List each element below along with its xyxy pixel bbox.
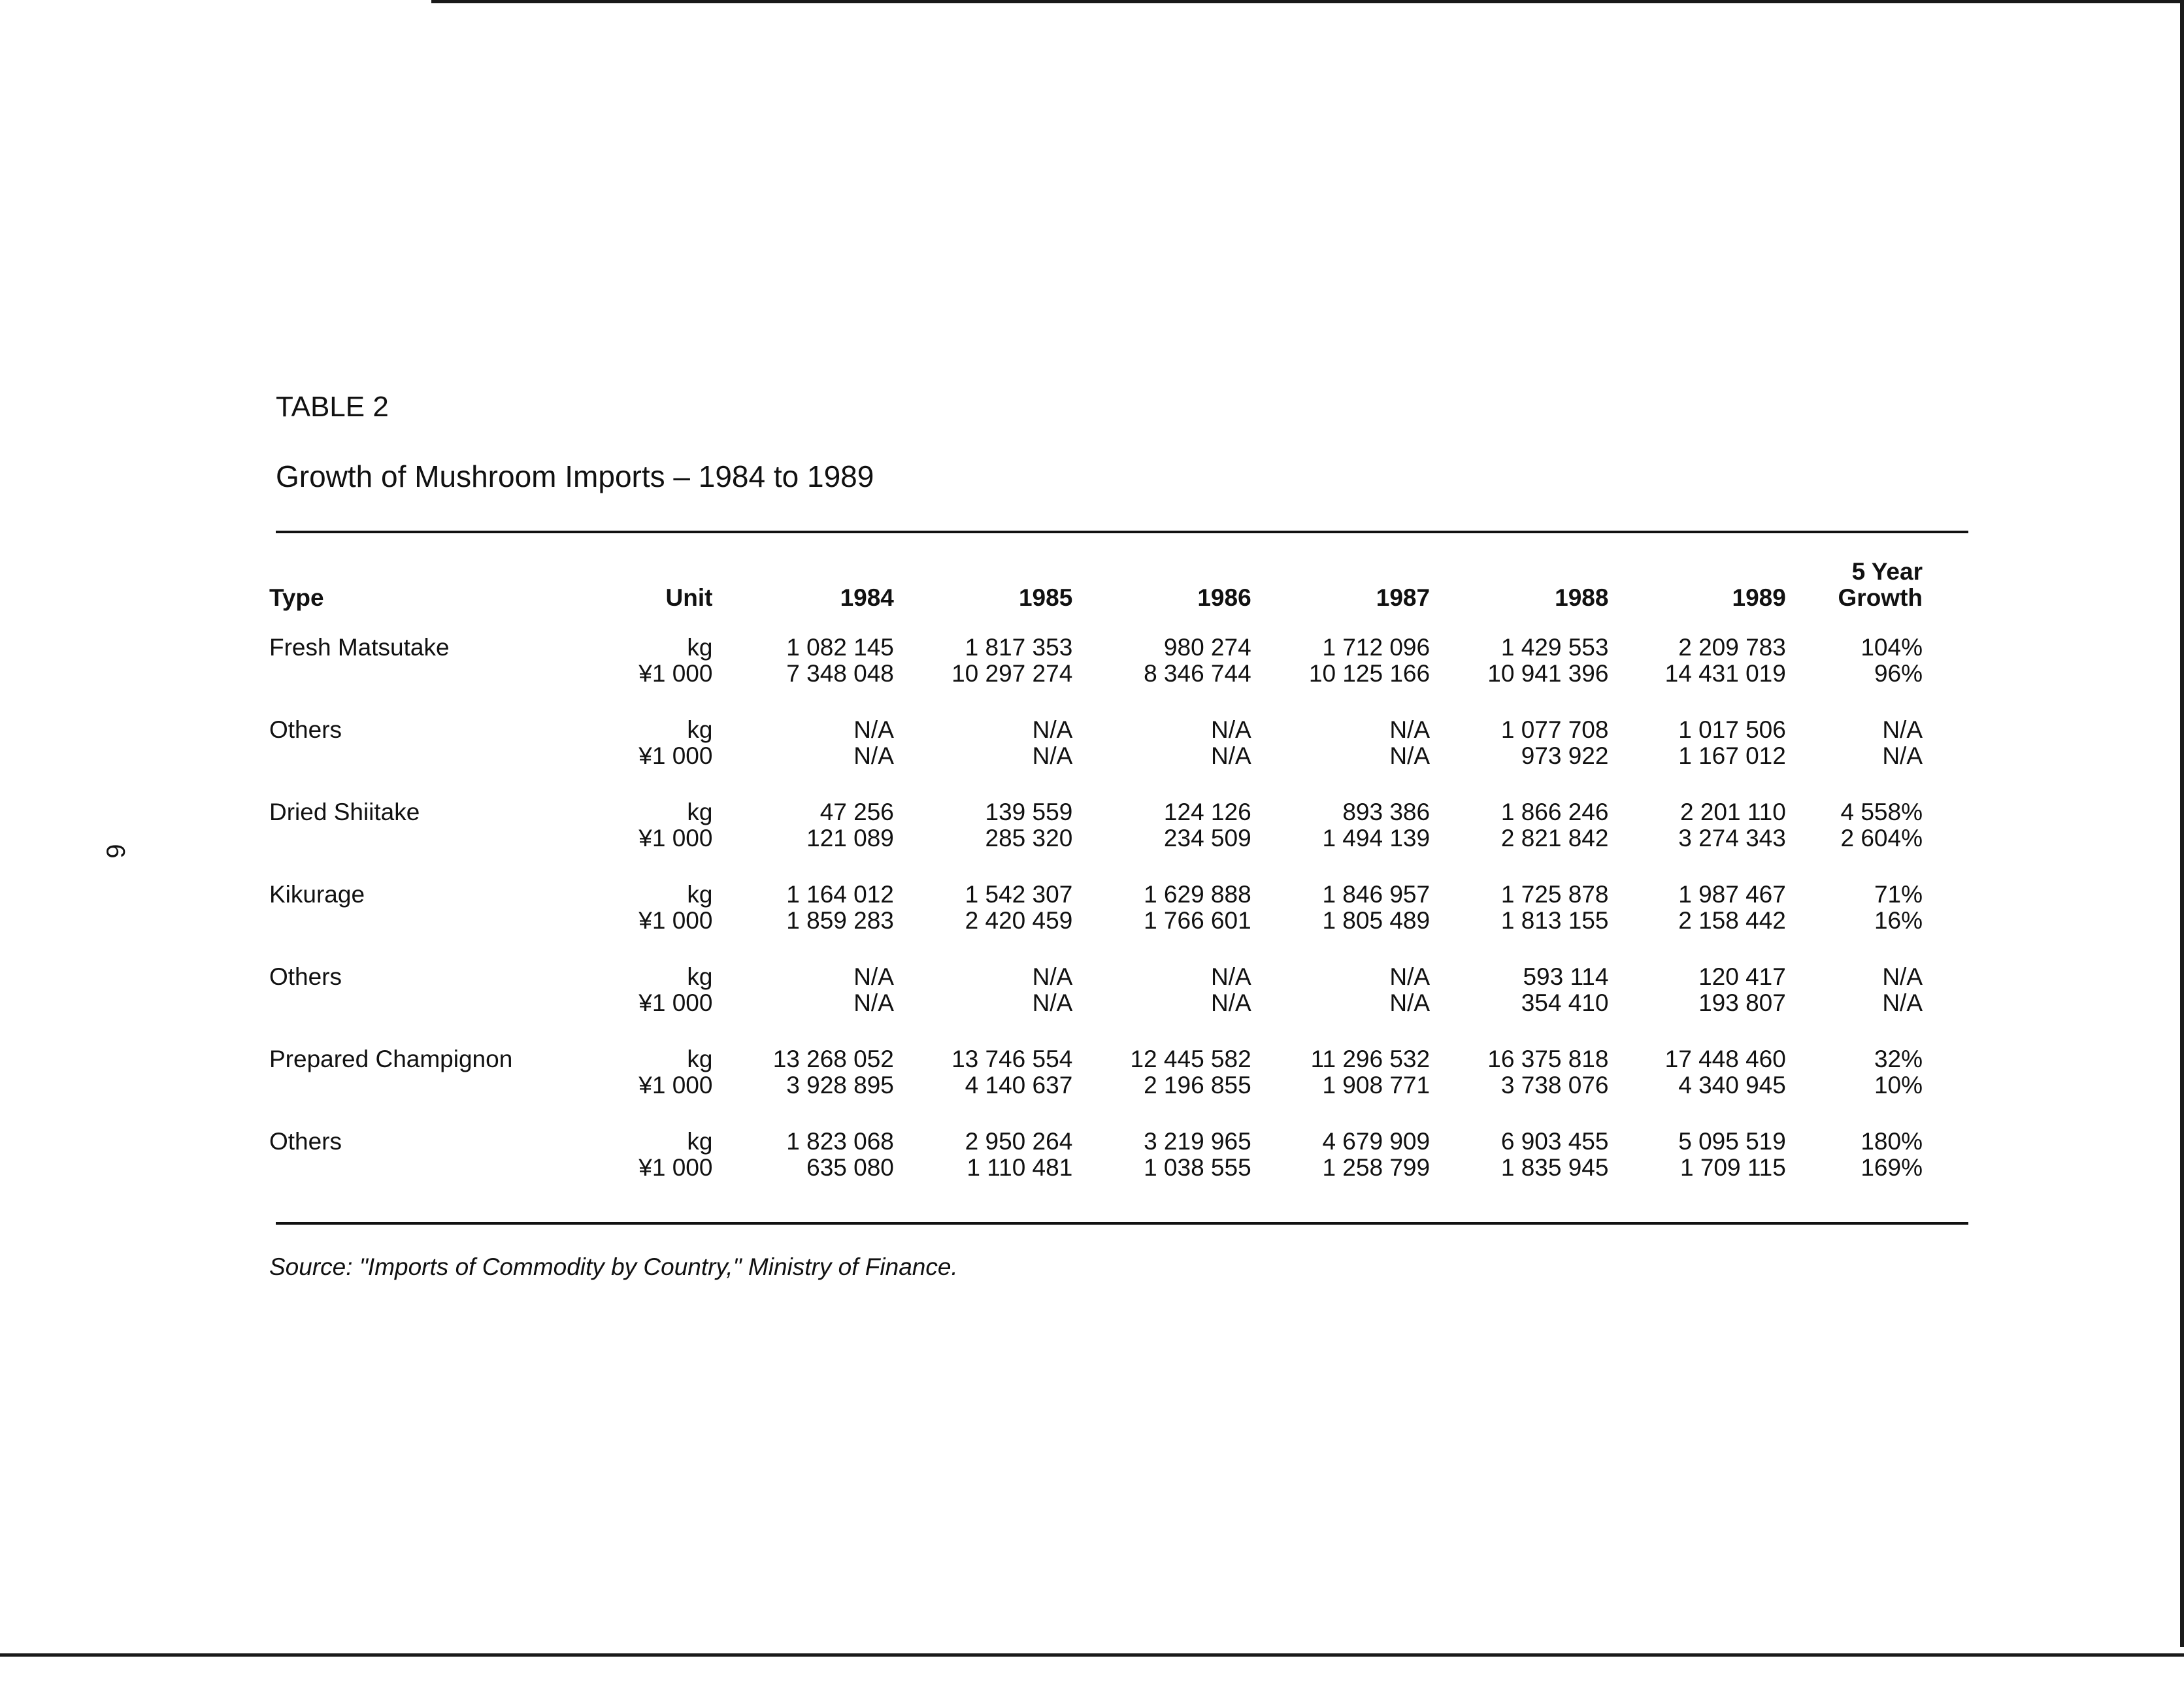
cell-1986 [1072,1046,1251,1129]
value-yen: 10% [1874,1072,1923,1099]
value-kg: N/A [1210,963,1251,990]
value-yen: 1 835 945 [1500,1154,1609,1181]
cell-1986 [1072,635,1251,717]
cell-1989 [1608,1129,1785,1211]
value-yen: 1 258 799 [1322,1154,1431,1181]
value-kg: 1 725 878 [1500,881,1609,908]
value-kg: N/A [1210,716,1251,743]
cell-1987 [1251,882,1430,964]
value-yen: 1 813 155 [1500,907,1609,934]
header-1986: 1986 [1197,584,1251,611]
value-kg: 139 559 [985,799,1073,825]
header-1987: 1987 [1376,584,1431,611]
table-label: TABLE 2 [276,391,389,423]
value-kg: 180% [1861,1128,1923,1155]
header-1984: 1984 [840,584,894,611]
value-kg: 47 256 [819,799,894,825]
table-top-rule [276,531,1968,533]
cell-growth [1786,1129,1923,1211]
cell-1988 [1430,717,1608,799]
value-kg: N/A [1032,716,1073,743]
cell-1985 [894,635,1072,717]
unit-kg: kg [687,634,713,661]
cell-1987 [1251,1046,1430,1129]
table-body [269,635,1923,1211]
header-1988: 1988 [1555,584,1609,611]
table-row [269,635,1923,717]
cell-1989 [1608,635,1785,717]
value-yen: 2 821 842 [1500,825,1609,852]
cell-1988 [1430,882,1608,964]
value-yen: N/A [1389,742,1431,769]
value-yen: 2 158 442 [1678,907,1786,934]
cell-1985 [894,717,1072,799]
value-yen: 1 038 555 [1144,1154,1251,1181]
value-yen: 354 410 [1521,989,1609,1016]
cell-1988 [1430,799,1608,882]
cell-unit [545,717,712,799]
value-yen: 96% [1874,660,1923,687]
value-yen: 4 340 945 [1678,1072,1786,1099]
header-row [269,559,1923,635]
value-kg: 2 950 264 [965,1128,1073,1155]
cell-1984 [712,635,893,717]
header-growth-line1: 5 Year [1851,558,1923,585]
cell-1988 [1430,1046,1608,1129]
value-yen: 1 908 771 [1322,1072,1431,1099]
cell-1984 [712,799,893,882]
cell-type: Others [269,716,342,743]
cell-1984 [712,1046,893,1129]
cell-1988 [1430,1129,1608,1211]
source-note: Source: "Imports of Commodity by Country," Ministry of Finance. [269,1253,958,1280]
header-unit: Unit [665,584,713,611]
value-kg: 1 082 145 [786,634,894,661]
cell-1986 [1072,799,1251,882]
value-yen: N/A [853,742,894,769]
unit-kg: kg [687,799,713,825]
cell-1989 [1608,1046,1785,1129]
header-growth-line2: Growth [1838,584,1923,611]
value-kg: 1 429 553 [1500,634,1609,661]
cell-1984 [712,717,893,799]
value-kg: 13 268 052 [772,1046,894,1072]
value-kg: 104% [1861,634,1923,661]
value-yen: N/A [1210,989,1251,1016]
cell-growth [1786,717,1923,799]
table-row [269,964,1923,1046]
value-yen: 3 928 895 [786,1072,894,1099]
value-kg: 1 823 068 [786,1128,894,1155]
header-type: Type [269,584,324,611]
cell-unit [545,635,712,717]
unit-yen: ¥1 000 [638,742,713,769]
value-kg: 1 077 708 [1500,716,1609,743]
value-yen: N/A [1032,742,1073,769]
cell-growth [1786,635,1923,717]
header-1989: 1989 [1732,584,1786,611]
value-kg: N/A [1389,963,1431,990]
value-yen: 234 509 [1163,825,1251,852]
value-yen: 3 274 343 [1678,825,1786,852]
table-row [269,882,1923,964]
cell-1988 [1430,635,1608,717]
cell-unit [545,964,712,1046]
value-yen: 7 348 048 [786,660,894,687]
cell-type: Fresh Matsutake [269,634,450,661]
value-kg: 120 417 [1698,963,1786,990]
value-kg: 17 448 460 [1664,1046,1786,1072]
cell-1989 [1608,964,1785,1046]
unit-kg: kg [687,963,713,990]
value-yen: N/A [1210,742,1251,769]
value-yen: 285 320 [985,825,1073,852]
unit-kg: kg [687,1128,713,1155]
value-kg: N/A [1389,716,1431,743]
cell-1985 [894,1046,1072,1129]
value-yen: 2 604% [1840,825,1923,852]
header-1985: 1985 [1018,584,1073,611]
value-yen: N/A [853,989,894,1016]
value-yen: N/A [1882,742,1923,769]
value-yen: 1 766 601 [1144,907,1251,934]
value-yen: 10 125 166 [1308,660,1431,687]
value-yen: 1 709 115 [1679,1154,1786,1181]
cell-1984 [712,1129,893,1211]
cell-growth [1786,799,1923,882]
cell-1984 [712,964,893,1046]
value-yen: 973 922 [1521,742,1609,769]
value-yen: 1 859 283 [786,907,894,934]
unit-yen: ¥1 000 [638,660,713,687]
value-kg: 16 375 818 [1487,1046,1609,1072]
value-yen: 1 167 012 [1678,742,1786,769]
value-yen: 14 431 019 [1664,660,1786,687]
cell-type: Prepared Champignon [269,1046,513,1072]
cell-1986 [1072,964,1251,1046]
unit-yen: ¥1 000 [638,825,713,852]
value-kg: 1 866 246 [1500,799,1609,825]
value-kg: 1 164 012 [786,881,894,908]
value-kg: 71% [1874,881,1923,908]
cell-type: Others [269,963,342,990]
scan-border-right [2180,0,2184,1647]
cell-1987 [1251,964,1430,1046]
value-kg: 893 386 [1342,799,1431,825]
table-row [269,717,1923,799]
unit-yen: ¥1 000 [638,1154,713,1181]
table-row [269,1129,1923,1211]
value-kg: 593 114 [1523,963,1609,990]
value-yen: 1 110 481 [967,1154,1073,1181]
value-kg: 124 126 [1163,799,1251,825]
value-kg: 980 274 [1163,634,1251,661]
value-kg: 12 445 582 [1130,1046,1251,1072]
value-yen: 2 420 459 [965,907,1073,934]
unit-yen: ¥1 000 [638,989,713,1016]
cell-1985 [894,799,1072,882]
cell-1985 [894,964,1072,1046]
cell-1989 [1608,717,1785,799]
value-kg: 2 201 110 [1679,799,1786,825]
cell-growth [1786,882,1923,964]
value-kg: N/A [853,716,894,743]
value-yen: 635 080 [806,1154,894,1181]
unit-yen: ¥1 000 [638,907,713,934]
value-yen: 3 738 076 [1500,1072,1609,1099]
value-kg: 11 296 532 [1310,1046,1431,1072]
value-yen: 169% [1861,1154,1923,1181]
cell-type: Dried Shiitake [269,799,420,825]
cell-1985 [894,882,1072,964]
value-kg: 6 903 455 [1500,1128,1609,1155]
cell-growth [1786,964,1923,1046]
value-kg: N/A [1032,963,1073,990]
header-growth [1786,559,1923,635]
value-yen: 4 140 637 [965,1072,1073,1099]
cell-1988 [1430,964,1608,1046]
value-kg: 32% [1874,1046,1923,1072]
unit-kg: kg [687,716,713,743]
cell-1986 [1072,717,1251,799]
cell-type: Kikurage [269,881,365,908]
cell-unit [545,1046,712,1129]
value-kg: 4 679 909 [1322,1128,1431,1155]
table-row [269,799,1923,882]
cell-1986 [1072,882,1251,964]
cell-1989 [1608,799,1785,882]
value-yen: 193 807 [1698,989,1786,1016]
value-kg: 1 817 353 [965,634,1073,661]
unit-yen: ¥1 000 [638,1072,713,1099]
value-kg: 2 209 783 [1678,634,1786,661]
unit-kg: kg [687,881,713,908]
value-kg: 1 846 957 [1322,881,1431,908]
scan-border-top [431,0,2184,3]
cell-1987 [1251,1129,1430,1211]
value-kg: 1 017 506 [1678,716,1786,743]
value-yen: N/A [1389,989,1431,1016]
value-kg: 1 712 096 [1322,634,1431,661]
value-kg: 1 987 467 [1678,881,1786,908]
value-yen: 8 346 744 [1144,660,1251,687]
unit-kg: kg [687,1046,713,1072]
value-kg: 3 219 965 [1144,1128,1251,1155]
cell-growth [1786,1046,1923,1129]
value-kg: 4 558% [1840,799,1923,825]
cell-1987 [1251,635,1430,717]
mushroom-imports-table [269,559,1923,1211]
cell-unit [545,799,712,882]
cell-1987 [1251,799,1430,882]
value-yen: N/A [1882,989,1923,1016]
cell-1987 [1251,717,1430,799]
cell-1989 [1608,882,1785,964]
value-kg: 1 542 307 [965,881,1073,908]
table-title: Growth of Mushroom Imports – 1984 to 1989 [276,459,874,493]
value-kg: 5 095 519 [1678,1128,1786,1155]
page-number: 6 [101,844,130,859]
value-yen: 10 297 274 [951,660,1073,687]
cell-1984 [712,882,893,964]
scan-border-bottom [0,1653,2184,1657]
value-yen: 16% [1874,907,1923,934]
table-bottom-rule [276,1222,1968,1225]
value-yen: 10 941 396 [1487,660,1609,687]
value-kg: N/A [1882,963,1923,990]
cell-unit [545,882,712,964]
table-row [269,1046,1923,1129]
value-kg: N/A [853,963,894,990]
value-yen: 121 089 [806,825,894,852]
value-kg: 13 746 554 [951,1046,1073,1072]
value-yen: N/A [1032,989,1073,1016]
cell-unit [545,1129,712,1211]
cell-1986 [1072,1129,1251,1211]
cell-1985 [894,1129,1072,1211]
value-yen: 1 805 489 [1322,907,1431,934]
value-kg: N/A [1882,716,1923,743]
value-yen: 2 196 855 [1144,1072,1251,1099]
value-kg: 1 629 888 [1144,881,1251,908]
value-yen: 1 494 139 [1322,825,1431,852]
cell-type: Others [269,1128,342,1155]
